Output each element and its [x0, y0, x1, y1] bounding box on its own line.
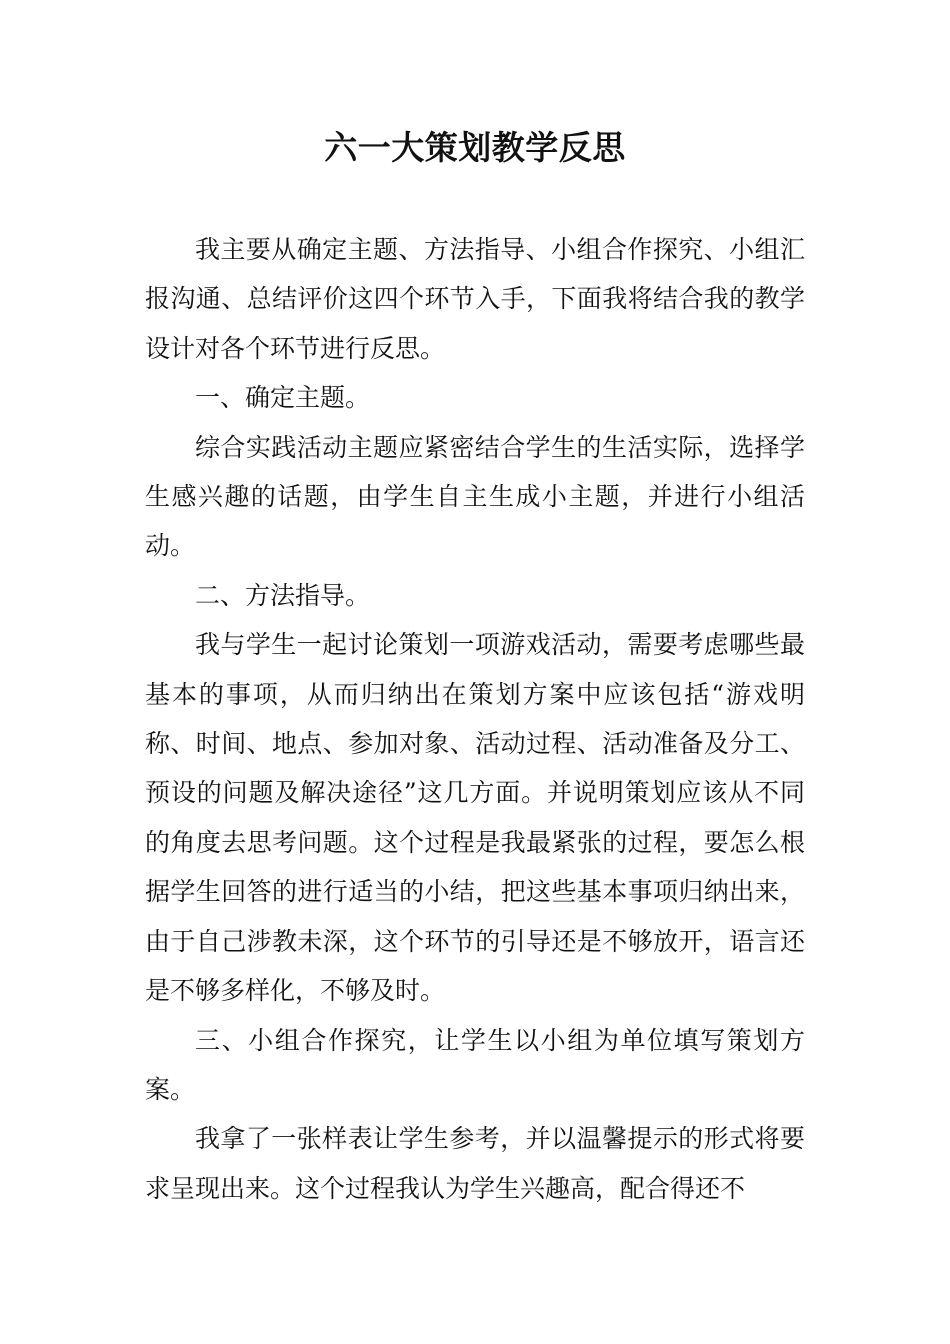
section-heading-1: 一、确定主题。 — [195, 383, 371, 413]
section-1-paragraph: 综合实践活动主题应紧密结合学生的生活实际，选择学生感兴趣的话题，由学生自主生成小主题，并进行小组活动。 — [145, 432, 805, 561]
document-title: 六一大策划教学反思 — [324, 128, 626, 167]
document-body — [145, 225, 805, 1213]
section-heading-3: 三、小组合作探究，让学生以小组为单位填写策划方案。 — [145, 1025, 805, 1104]
section-3-paragraph: 我拿了一张样表让学生参考，并以温馨提示的形式将要求呈现出来。这个过程我认为学生兴趣高，配合得还不 — [145, 1124, 805, 1203]
intro-paragraph: 我主要从确定主题、方法指导、小组合作探究、小组汇报沟通、总结评价这四个环节入手，下面我将结合我的教学设计对各个环节进行反思。 — [145, 235, 805, 363]
section-heading-2: 二、方法指导。 — [195, 580, 371, 610]
section-2-paragraph: 我与学生一起讨论策划一项游戏活动，需要考虑哪些最基本的事项，从而归纳出在策划方案中应该包括“游戏明称、时间、地点、参加对象、活动过程、活动准备及分工、预设的问题及解决途径”这几方面。并说明策划应该从不同的角度去思考问题。这个过程是我最紧张的过程，要怎么根据学生回答的进行适当的小结，把这些基本事项归纳出来，由于自己涉教未深，这个环节的引导还是不够放开，语言还是不够多样化，不够及时。 — [145, 630, 805, 1006]
